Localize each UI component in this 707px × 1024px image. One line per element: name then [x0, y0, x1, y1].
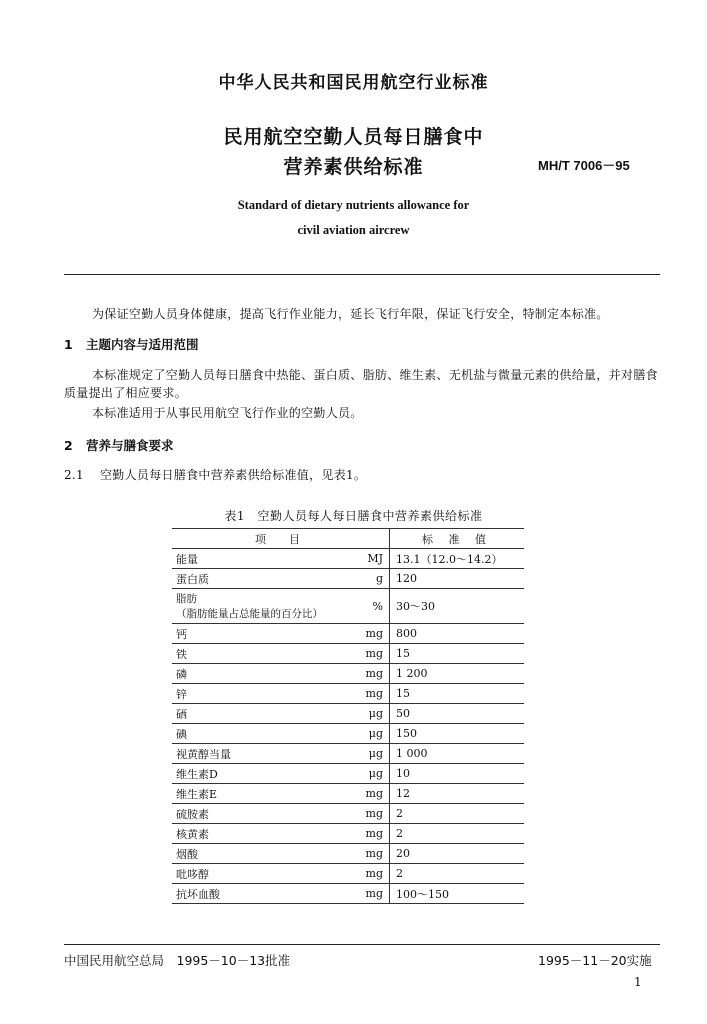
column-header-value: 标 准 值 [390, 529, 525, 549]
section1-paragraph2: 本标准适用于从事民用航空飞行作业的空勤人员。 [92, 406, 363, 420]
row-unit: mg [327, 824, 390, 844]
standard-title-line2: 营养素供给标准 [283, 156, 424, 178]
table-row [172, 549, 524, 569]
row-item: 碘 [172, 724, 327, 744]
row-value: 50 [390, 704, 525, 724]
standard-code: MH/T 7006－95 [538, 158, 630, 173]
footer-divider [64, 944, 660, 945]
row-item: 硒 [172, 704, 327, 724]
row-unit: μg [327, 704, 390, 724]
nutrient-table [172, 528, 524, 904]
header-title: 中华人民共和国民用航空行业标准 [218, 73, 489, 93]
row-value: 10 [390, 764, 525, 784]
table-caption: 表1 空勤人员每人每日膳食中营养素供给标准 [224, 509, 483, 523]
row-unit: mg [327, 804, 390, 824]
row-item: 硫胺素 [172, 804, 327, 824]
row-unit: mg [327, 624, 390, 644]
clause-number: 2.1 [64, 468, 84, 482]
row-value: 100～150 [390, 884, 525, 904]
row-item: 钙 [172, 624, 327, 644]
row-value: 2 [390, 804, 525, 824]
row-unit: μg [327, 724, 390, 744]
row-unit: mg [327, 844, 390, 864]
row-item [172, 589, 327, 624]
row-unit: mg [327, 784, 390, 804]
row-item: 蛋白质 [172, 569, 327, 589]
section-heading-2 [64, 436, 174, 454]
section-heading-1 [64, 335, 199, 353]
row-item: 抗坏血酸 [172, 884, 327, 904]
row-value: 120 [390, 569, 525, 589]
row-item-note: （脂肪能量占总能量的百分比） [176, 608, 323, 620]
table-header-row [172, 529, 524, 549]
table-row [172, 864, 524, 884]
table-row [172, 824, 524, 844]
clause-text: 空勤人员每日膳食中营养素供给标准值，见表1。 [100, 468, 367, 482]
row-item: 维生素D [172, 764, 327, 784]
row-unit: mg [327, 864, 390, 884]
approval-line: 中国民用航空总局 1995－10－13批准 [64, 953, 291, 968]
english-title-line2: civil aviation aircrew [297, 223, 410, 237]
row-value: 30～30 [390, 589, 525, 624]
row-value: 15 [390, 644, 525, 664]
row-item: 视黄醇当量 [172, 744, 327, 764]
row-value: 1 200 [390, 664, 525, 684]
table-row [172, 644, 524, 664]
row-value: 13.1（12.0～14.2） [390, 549, 525, 569]
page-number: 1 [634, 975, 642, 989]
row-unit: MJ [327, 549, 390, 569]
row-unit: g [327, 569, 390, 589]
row-value: 12 [390, 784, 525, 804]
row-value: 15 [390, 684, 525, 704]
table-row [172, 884, 524, 904]
row-item: 维生素E [172, 784, 327, 804]
row-value: 800 [390, 624, 525, 644]
row-item: 烟酸 [172, 844, 327, 864]
row-value: 2 [390, 864, 525, 884]
row-value: 150 [390, 724, 525, 744]
header-divider [64, 274, 660, 275]
table-row [172, 684, 524, 704]
table-row [172, 624, 524, 644]
section-number: 1 [64, 337, 73, 352]
row-unit: μg [327, 744, 390, 764]
english-title-line1: Standard of dietary nutrients allowance for [237, 198, 470, 212]
clause-2-1 [64, 466, 660, 484]
table-row [172, 724, 524, 744]
section-number: 2 [64, 438, 73, 453]
row-item: 铁 [172, 644, 327, 664]
table-row [172, 704, 524, 724]
row-value: 1 000 [390, 744, 525, 764]
row-item: 能量 [172, 549, 327, 569]
row-unit: mg [327, 884, 390, 904]
row-value: 20 [390, 844, 525, 864]
row-unit: μg [327, 764, 390, 784]
column-header-item: 项 目 [172, 529, 390, 549]
row-unit: % [327, 589, 390, 624]
row-unit: mg [327, 664, 390, 684]
row-item: 锌 [172, 684, 327, 704]
section-title: 主题内容与适用范围 [86, 337, 199, 352]
table-row [172, 744, 524, 764]
table-row [172, 569, 524, 589]
standard-title-line1: 民用航空空勤人员每日膳食中 [223, 126, 484, 148]
row-unit: mg [327, 684, 390, 704]
table-row [172, 664, 524, 684]
intro-paragraph: 为保证空勤人员身体健康，提高飞行作业能力，延长飞行年限，保证飞行安全，特制定本标准。 [92, 307, 609, 321]
table-row [172, 804, 524, 824]
table-row [172, 784, 524, 804]
row-item: 核黄素 [172, 824, 327, 844]
effective-date: 1995－11－20实施 [538, 953, 652, 968]
row-item: 吡哆醇 [172, 864, 327, 884]
section1-paragraph1: 本标准规定了空勤人员每日膳食中热能、蛋白质、脂肪、维生素、无机盐与微量元素的供给量，并对膳食质量提出了相应要求。 [64, 368, 658, 400]
table-row [172, 764, 524, 784]
row-item-name: 脂肪 [176, 593, 197, 605]
section-title: 营养与膳食要求 [86, 438, 174, 453]
row-value: 2 [390, 824, 525, 844]
table-row [172, 589, 524, 624]
row-item: 磷 [172, 664, 327, 684]
row-unit: mg [327, 644, 390, 664]
table-row [172, 844, 524, 864]
